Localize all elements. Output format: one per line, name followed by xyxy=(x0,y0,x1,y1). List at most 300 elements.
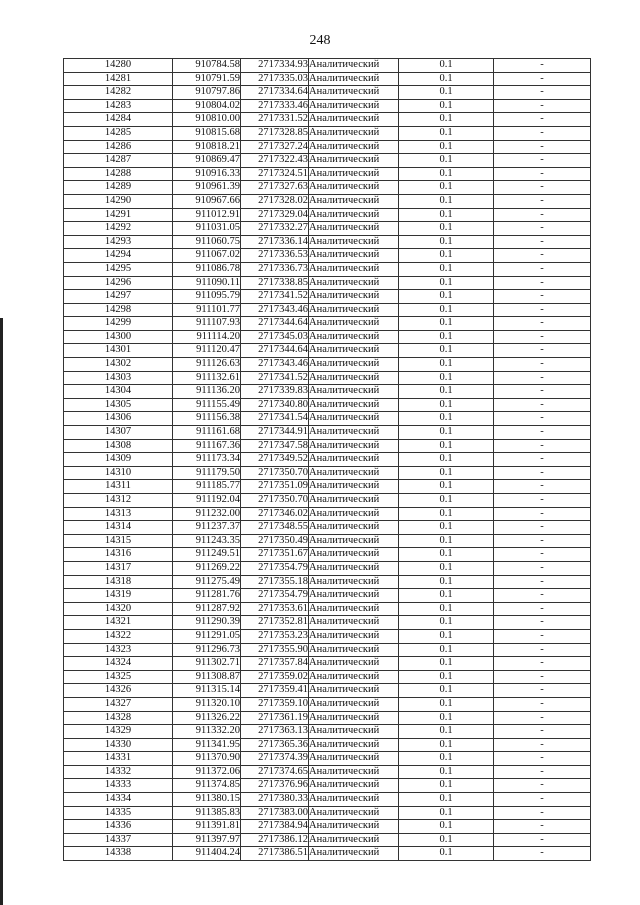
method-cell: Аналитический xyxy=(309,806,399,820)
method-cell: Аналитический xyxy=(309,575,399,589)
table-row xyxy=(64,303,591,317)
accuracy-cell: 0.1 xyxy=(399,779,494,793)
table-row xyxy=(64,670,591,684)
x-coordinate-cell: 910810.00 xyxy=(173,113,241,127)
table-row xyxy=(64,820,591,834)
y-coordinate-cell: 2717339.83 xyxy=(241,385,309,399)
x-coordinate-cell: 911275.49 xyxy=(173,575,241,589)
accuracy-cell: 0.1 xyxy=(399,290,494,304)
note-cell: - xyxy=(494,72,591,86)
method-cell: Аналитический xyxy=(309,793,399,807)
note-cell: - xyxy=(494,806,591,820)
y-coordinate-cell: 2717335.03 xyxy=(241,72,309,86)
table-row xyxy=(64,317,591,331)
table-row xyxy=(64,59,591,73)
accuracy-cell: 0.1 xyxy=(399,344,494,358)
method-cell: Аналитический xyxy=(309,426,399,440)
y-coordinate-cell: 2717322.43 xyxy=(241,154,309,168)
accuracy-cell: 0.1 xyxy=(399,303,494,317)
point-number-cell: 14326 xyxy=(64,684,173,698)
note-cell: - xyxy=(494,426,591,440)
note-cell: - xyxy=(494,589,591,603)
point-number-cell: 14332 xyxy=(64,765,173,779)
note-cell: - xyxy=(494,154,591,168)
y-coordinate-cell: 2717352.81 xyxy=(241,616,309,630)
x-coordinate-cell: 910804.02 xyxy=(173,99,241,113)
note-cell: - xyxy=(494,235,591,249)
accuracy-cell: 0.1 xyxy=(399,466,494,480)
accuracy-cell: 0.1 xyxy=(399,725,494,739)
y-coordinate-cell: 2717344.64 xyxy=(241,317,309,331)
point-number-cell: 14294 xyxy=(64,249,173,263)
table-row xyxy=(64,412,591,426)
note-cell: - xyxy=(494,222,591,236)
accuracy-cell: 0.1 xyxy=(399,371,494,385)
table-row xyxy=(64,439,591,453)
method-cell: Аналитический xyxy=(309,507,399,521)
method-cell: Аналитический xyxy=(309,548,399,562)
accuracy-cell: 0.1 xyxy=(399,575,494,589)
note-cell: - xyxy=(494,303,591,317)
y-coordinate-cell: 2717328.02 xyxy=(241,194,309,208)
point-number-cell: 14309 xyxy=(64,453,173,467)
note-cell: - xyxy=(494,290,591,304)
note-cell: - xyxy=(494,847,591,861)
table-row xyxy=(64,575,591,589)
accuracy-cell: 0.1 xyxy=(399,684,494,698)
x-coordinate-cell: 910916.33 xyxy=(173,167,241,181)
accuracy-cell: 0.1 xyxy=(399,167,494,181)
method-cell: Аналитический xyxy=(309,602,399,616)
method-cell: Аналитический xyxy=(309,439,399,453)
point-number-cell: 14302 xyxy=(64,358,173,372)
method-cell: Аналитический xyxy=(309,534,399,548)
table-row xyxy=(64,738,591,752)
x-coordinate-cell: 910967.66 xyxy=(173,194,241,208)
table-row xyxy=(64,561,591,575)
table-row xyxy=(64,779,591,793)
x-coordinate-cell: 911326.22 xyxy=(173,711,241,725)
accuracy-cell: 0.1 xyxy=(399,833,494,847)
method-cell: Аналитический xyxy=(309,480,399,494)
y-coordinate-cell: 2717359.10 xyxy=(241,697,309,711)
x-coordinate-cell: 911086.78 xyxy=(173,262,241,276)
x-coordinate-cell: 911101.77 xyxy=(173,303,241,317)
method-cell: Аналитический xyxy=(309,561,399,575)
note-cell: - xyxy=(494,330,591,344)
method-cell: Аналитический xyxy=(309,820,399,834)
point-number-cell: 14331 xyxy=(64,752,173,766)
point-number-cell: 14301 xyxy=(64,344,173,358)
point-number-cell: 14288 xyxy=(64,167,173,181)
x-coordinate-cell: 911341.95 xyxy=(173,738,241,752)
accuracy-cell: 0.1 xyxy=(399,358,494,372)
note-cell: - xyxy=(494,453,591,467)
table-row xyxy=(64,249,591,263)
method-cell: Аналитический xyxy=(309,249,399,263)
x-coordinate-cell: 911315.14 xyxy=(173,684,241,698)
method-cell: Аналитический xyxy=(309,453,399,467)
method-cell: Аналитический xyxy=(309,616,399,630)
method-cell: Аналитический xyxy=(309,194,399,208)
y-coordinate-cell: 2717384.94 xyxy=(241,820,309,834)
note-cell: - xyxy=(494,126,591,140)
note-cell: - xyxy=(494,480,591,494)
accuracy-cell: 0.1 xyxy=(399,793,494,807)
point-number-cell: 14316 xyxy=(64,548,173,562)
y-coordinate-cell: 2717343.46 xyxy=(241,303,309,317)
point-number-cell: 14328 xyxy=(64,711,173,725)
point-number-cell: 14305 xyxy=(64,398,173,412)
point-number-cell: 14318 xyxy=(64,575,173,589)
accuracy-cell: 0.1 xyxy=(399,494,494,508)
accuracy-cell: 0.1 xyxy=(399,208,494,222)
y-coordinate-cell: 2717341.52 xyxy=(241,290,309,304)
note-cell: - xyxy=(494,833,591,847)
accuracy-cell: 0.1 xyxy=(399,262,494,276)
note-cell: - xyxy=(494,643,591,657)
table-row xyxy=(64,602,591,616)
accuracy-cell: 0.1 xyxy=(399,643,494,657)
method-cell: Аналитический xyxy=(309,752,399,766)
y-coordinate-cell: 2717353.61 xyxy=(241,602,309,616)
x-coordinate-cell: 911374.85 xyxy=(173,779,241,793)
accuracy-cell: 0.1 xyxy=(399,194,494,208)
x-coordinate-cell: 911185.77 xyxy=(173,480,241,494)
table-row xyxy=(64,847,591,861)
point-number-cell: 14325 xyxy=(64,670,173,684)
point-number-cell: 14284 xyxy=(64,113,173,127)
point-number-cell: 14323 xyxy=(64,643,173,657)
method-cell: Аналитический xyxy=(309,833,399,847)
note-cell: - xyxy=(494,113,591,127)
y-coordinate-cell: 2717350.49 xyxy=(241,534,309,548)
table-row xyxy=(64,235,591,249)
table-row xyxy=(64,752,591,766)
table-row xyxy=(64,466,591,480)
method-cell: Аналитический xyxy=(309,521,399,535)
y-coordinate-cell: 2717338.85 xyxy=(241,276,309,290)
accuracy-cell: 0.1 xyxy=(399,113,494,127)
method-cell: Аналитический xyxy=(309,181,399,195)
accuracy-cell: 0.1 xyxy=(399,765,494,779)
coordinates-table xyxy=(63,58,591,861)
point-number-cell: 14299 xyxy=(64,317,173,331)
table-row xyxy=(64,222,591,236)
note-cell: - xyxy=(494,616,591,630)
x-coordinate-cell: 911296.73 xyxy=(173,643,241,657)
y-coordinate-cell: 2717349.52 xyxy=(241,453,309,467)
note-cell: - xyxy=(494,59,591,73)
accuracy-cell: 0.1 xyxy=(399,521,494,535)
method-cell: Аналитический xyxy=(309,725,399,739)
note-cell: - xyxy=(494,711,591,725)
table-row xyxy=(64,480,591,494)
note-cell: - xyxy=(494,670,591,684)
accuracy-cell: 0.1 xyxy=(399,670,494,684)
note-cell: - xyxy=(494,575,591,589)
note-cell: - xyxy=(494,86,591,100)
accuracy-cell: 0.1 xyxy=(399,806,494,820)
x-coordinate-cell: 911237.37 xyxy=(173,521,241,535)
y-coordinate-cell: 2717376.96 xyxy=(241,779,309,793)
y-coordinate-cell: 2717374.39 xyxy=(241,752,309,766)
y-coordinate-cell: 2717386.12 xyxy=(241,833,309,847)
accuracy-cell: 0.1 xyxy=(399,398,494,412)
method-cell: Аналитический xyxy=(309,59,399,73)
y-coordinate-cell: 2717343.46 xyxy=(241,358,309,372)
accuracy-cell: 0.1 xyxy=(399,385,494,399)
point-number-cell: 14304 xyxy=(64,385,173,399)
y-coordinate-cell: 2717341.52 xyxy=(241,371,309,385)
note-cell: - xyxy=(494,249,591,263)
y-coordinate-cell: 2717328.85 xyxy=(241,126,309,140)
table-row xyxy=(64,453,591,467)
method-cell: Аналитический xyxy=(309,235,399,249)
note-cell: - xyxy=(494,466,591,480)
point-number-cell: 14307 xyxy=(64,426,173,440)
y-coordinate-cell: 2717327.24 xyxy=(241,140,309,154)
x-coordinate-cell: 911156.38 xyxy=(173,412,241,426)
table-row xyxy=(64,697,591,711)
y-coordinate-cell: 2717346.02 xyxy=(241,507,309,521)
accuracy-cell: 0.1 xyxy=(399,548,494,562)
table-row xyxy=(64,398,591,412)
y-coordinate-cell: 2717332.27 xyxy=(241,222,309,236)
method-cell: Аналитический xyxy=(309,697,399,711)
method-cell: Аналитический xyxy=(309,589,399,603)
table-row xyxy=(64,344,591,358)
page-number: 248 xyxy=(309,33,331,48)
x-coordinate-cell: 911249.51 xyxy=(173,548,241,562)
table-row xyxy=(64,616,591,630)
x-coordinate-cell: 911120.47 xyxy=(173,344,241,358)
accuracy-cell: 0.1 xyxy=(399,249,494,263)
method-cell: Аналитический xyxy=(309,494,399,508)
accuracy-cell: 0.1 xyxy=(399,426,494,440)
y-coordinate-cell: 2717354.79 xyxy=(241,561,309,575)
note-cell: - xyxy=(494,738,591,752)
point-number-cell: 14287 xyxy=(64,154,173,168)
accuracy-cell: 0.1 xyxy=(399,154,494,168)
x-coordinate-cell: 911308.87 xyxy=(173,670,241,684)
point-number-cell: 14280 xyxy=(64,59,173,73)
note-cell: - xyxy=(494,344,591,358)
y-coordinate-cell: 2717357.84 xyxy=(241,657,309,671)
accuracy-cell: 0.1 xyxy=(399,602,494,616)
y-coordinate-cell: 2717351.67 xyxy=(241,548,309,562)
table-row xyxy=(64,276,591,290)
accuracy-cell: 0.1 xyxy=(399,453,494,467)
table-row xyxy=(64,725,591,739)
accuracy-cell: 0.1 xyxy=(399,616,494,630)
table-row xyxy=(64,657,591,671)
point-number-cell: 14296 xyxy=(64,276,173,290)
note-cell: - xyxy=(494,521,591,535)
method-cell: Аналитический xyxy=(309,276,399,290)
accuracy-cell: 0.1 xyxy=(399,847,494,861)
accuracy-cell: 0.1 xyxy=(399,126,494,140)
note-cell: - xyxy=(494,167,591,181)
note-cell: - xyxy=(494,181,591,195)
accuracy-cell: 0.1 xyxy=(399,439,494,453)
x-coordinate-cell: 911192.04 xyxy=(173,494,241,508)
table-row xyxy=(64,765,591,779)
table-row xyxy=(64,629,591,643)
note-cell: - xyxy=(494,697,591,711)
note-cell: - xyxy=(494,629,591,643)
y-coordinate-cell: 2717351.09 xyxy=(241,480,309,494)
accuracy-cell: 0.1 xyxy=(399,657,494,671)
accuracy-cell: 0.1 xyxy=(399,589,494,603)
table-row xyxy=(64,426,591,440)
accuracy-cell: 0.1 xyxy=(399,738,494,752)
note-cell: - xyxy=(494,439,591,453)
x-coordinate-cell: 911167.36 xyxy=(173,439,241,453)
note-cell: - xyxy=(494,276,591,290)
table-row xyxy=(64,806,591,820)
x-coordinate-cell: 911397.97 xyxy=(173,833,241,847)
x-coordinate-cell: 910815.68 xyxy=(173,126,241,140)
accuracy-cell: 0.1 xyxy=(399,820,494,834)
method-cell: Аналитический xyxy=(309,262,399,276)
method-cell: Аналитический xyxy=(309,779,399,793)
accuracy-cell: 0.1 xyxy=(399,72,494,86)
method-cell: Аналитический xyxy=(309,847,399,861)
point-number-cell: 14289 xyxy=(64,181,173,195)
note-cell: - xyxy=(494,820,591,834)
point-number-cell: 14298 xyxy=(64,303,173,317)
point-number-cell: 14335 xyxy=(64,806,173,820)
accuracy-cell: 0.1 xyxy=(399,534,494,548)
y-coordinate-cell: 2717361.19 xyxy=(241,711,309,725)
x-coordinate-cell: 911132.61 xyxy=(173,371,241,385)
note-cell: - xyxy=(494,140,591,154)
x-coordinate-cell: 911332.20 xyxy=(173,725,241,739)
table-row xyxy=(64,154,591,168)
scan-margin-edge xyxy=(0,318,3,905)
method-cell: Аналитический xyxy=(309,466,399,480)
point-number-cell: 14329 xyxy=(64,725,173,739)
method-cell: Аналитический xyxy=(309,154,399,168)
method-cell: Аналитический xyxy=(309,738,399,752)
x-coordinate-cell: 911232.00 xyxy=(173,507,241,521)
note-cell: - xyxy=(494,725,591,739)
y-coordinate-cell: 2717344.91 xyxy=(241,426,309,440)
accuracy-cell: 0.1 xyxy=(399,507,494,521)
y-coordinate-cell: 2717340.80 xyxy=(241,398,309,412)
y-coordinate-cell: 2717383.00 xyxy=(241,806,309,820)
table-row xyxy=(64,833,591,847)
point-number-cell: 14334 xyxy=(64,793,173,807)
x-coordinate-cell: 911287.92 xyxy=(173,602,241,616)
table-row xyxy=(64,711,591,725)
x-coordinate-cell: 911155.49 xyxy=(173,398,241,412)
x-coordinate-cell: 911385.83 xyxy=(173,806,241,820)
y-coordinate-cell: 2717327.63 xyxy=(241,181,309,195)
y-coordinate-cell: 2717386.51 xyxy=(241,847,309,861)
point-number-cell: 14291 xyxy=(64,208,173,222)
x-coordinate-cell: 911380.15 xyxy=(173,793,241,807)
x-coordinate-cell: 911107.93 xyxy=(173,317,241,331)
x-coordinate-cell: 911281.76 xyxy=(173,589,241,603)
method-cell: Аналитический xyxy=(309,344,399,358)
y-coordinate-cell: 2717348.55 xyxy=(241,521,309,535)
y-coordinate-cell: 2717329.04 xyxy=(241,208,309,222)
method-cell: Аналитический xyxy=(309,222,399,236)
table-row xyxy=(64,126,591,140)
x-coordinate-cell: 910818.21 xyxy=(173,140,241,154)
table-row xyxy=(64,113,591,127)
note-cell: - xyxy=(494,398,591,412)
table-row xyxy=(64,548,591,562)
table-row xyxy=(64,330,591,344)
accuracy-cell: 0.1 xyxy=(399,629,494,643)
method-cell: Аналитический xyxy=(309,167,399,181)
note-cell: - xyxy=(494,99,591,113)
x-coordinate-cell: 911243.35 xyxy=(173,534,241,548)
point-number-cell: 14290 xyxy=(64,194,173,208)
point-number-cell: 14281 xyxy=(64,72,173,86)
point-number-cell: 14293 xyxy=(64,235,173,249)
table-row xyxy=(64,194,591,208)
table-row xyxy=(64,793,591,807)
y-coordinate-cell: 2717374.65 xyxy=(241,765,309,779)
method-cell: Аналитический xyxy=(309,86,399,100)
x-coordinate-cell: 911269.22 xyxy=(173,561,241,575)
note-cell: - xyxy=(494,779,591,793)
y-coordinate-cell: 2717324.51 xyxy=(241,167,309,181)
x-coordinate-cell: 910784.58 xyxy=(173,59,241,73)
table-row xyxy=(64,86,591,100)
x-coordinate-cell: 911370.90 xyxy=(173,752,241,766)
note-cell: - xyxy=(494,208,591,222)
point-number-cell: 14286 xyxy=(64,140,173,154)
accuracy-cell: 0.1 xyxy=(399,480,494,494)
point-number-cell: 14333 xyxy=(64,779,173,793)
note-cell: - xyxy=(494,358,591,372)
note-cell: - xyxy=(494,412,591,426)
x-coordinate-cell: 911095.79 xyxy=(173,290,241,304)
method-cell: Аналитический xyxy=(309,412,399,426)
table-row xyxy=(64,167,591,181)
method-cell: Аналитический xyxy=(309,765,399,779)
table-row xyxy=(64,140,591,154)
x-coordinate-cell: 911320.10 xyxy=(173,697,241,711)
accuracy-cell: 0.1 xyxy=(399,561,494,575)
method-cell: Аналитический xyxy=(309,657,399,671)
point-number-cell: 14320 xyxy=(64,602,173,616)
accuracy-cell: 0.1 xyxy=(399,99,494,113)
table-body xyxy=(64,59,591,861)
point-number-cell: 14322 xyxy=(64,629,173,643)
method-cell: Аналитический xyxy=(309,303,399,317)
method-cell: Аналитический xyxy=(309,398,399,412)
x-coordinate-cell: 911060.75 xyxy=(173,235,241,249)
y-coordinate-cell: 2717353.23 xyxy=(241,629,309,643)
point-number-cell: 14324 xyxy=(64,657,173,671)
point-number-cell: 14306 xyxy=(64,412,173,426)
accuracy-cell: 0.1 xyxy=(399,86,494,100)
note-cell: - xyxy=(494,494,591,508)
point-number-cell: 14315 xyxy=(64,534,173,548)
method-cell: Аналитический xyxy=(309,670,399,684)
point-number-cell: 14317 xyxy=(64,561,173,575)
x-coordinate-cell: 911031.05 xyxy=(173,222,241,236)
table-row xyxy=(64,684,591,698)
point-number-cell: 14292 xyxy=(64,222,173,236)
y-coordinate-cell: 2717363.13 xyxy=(241,725,309,739)
